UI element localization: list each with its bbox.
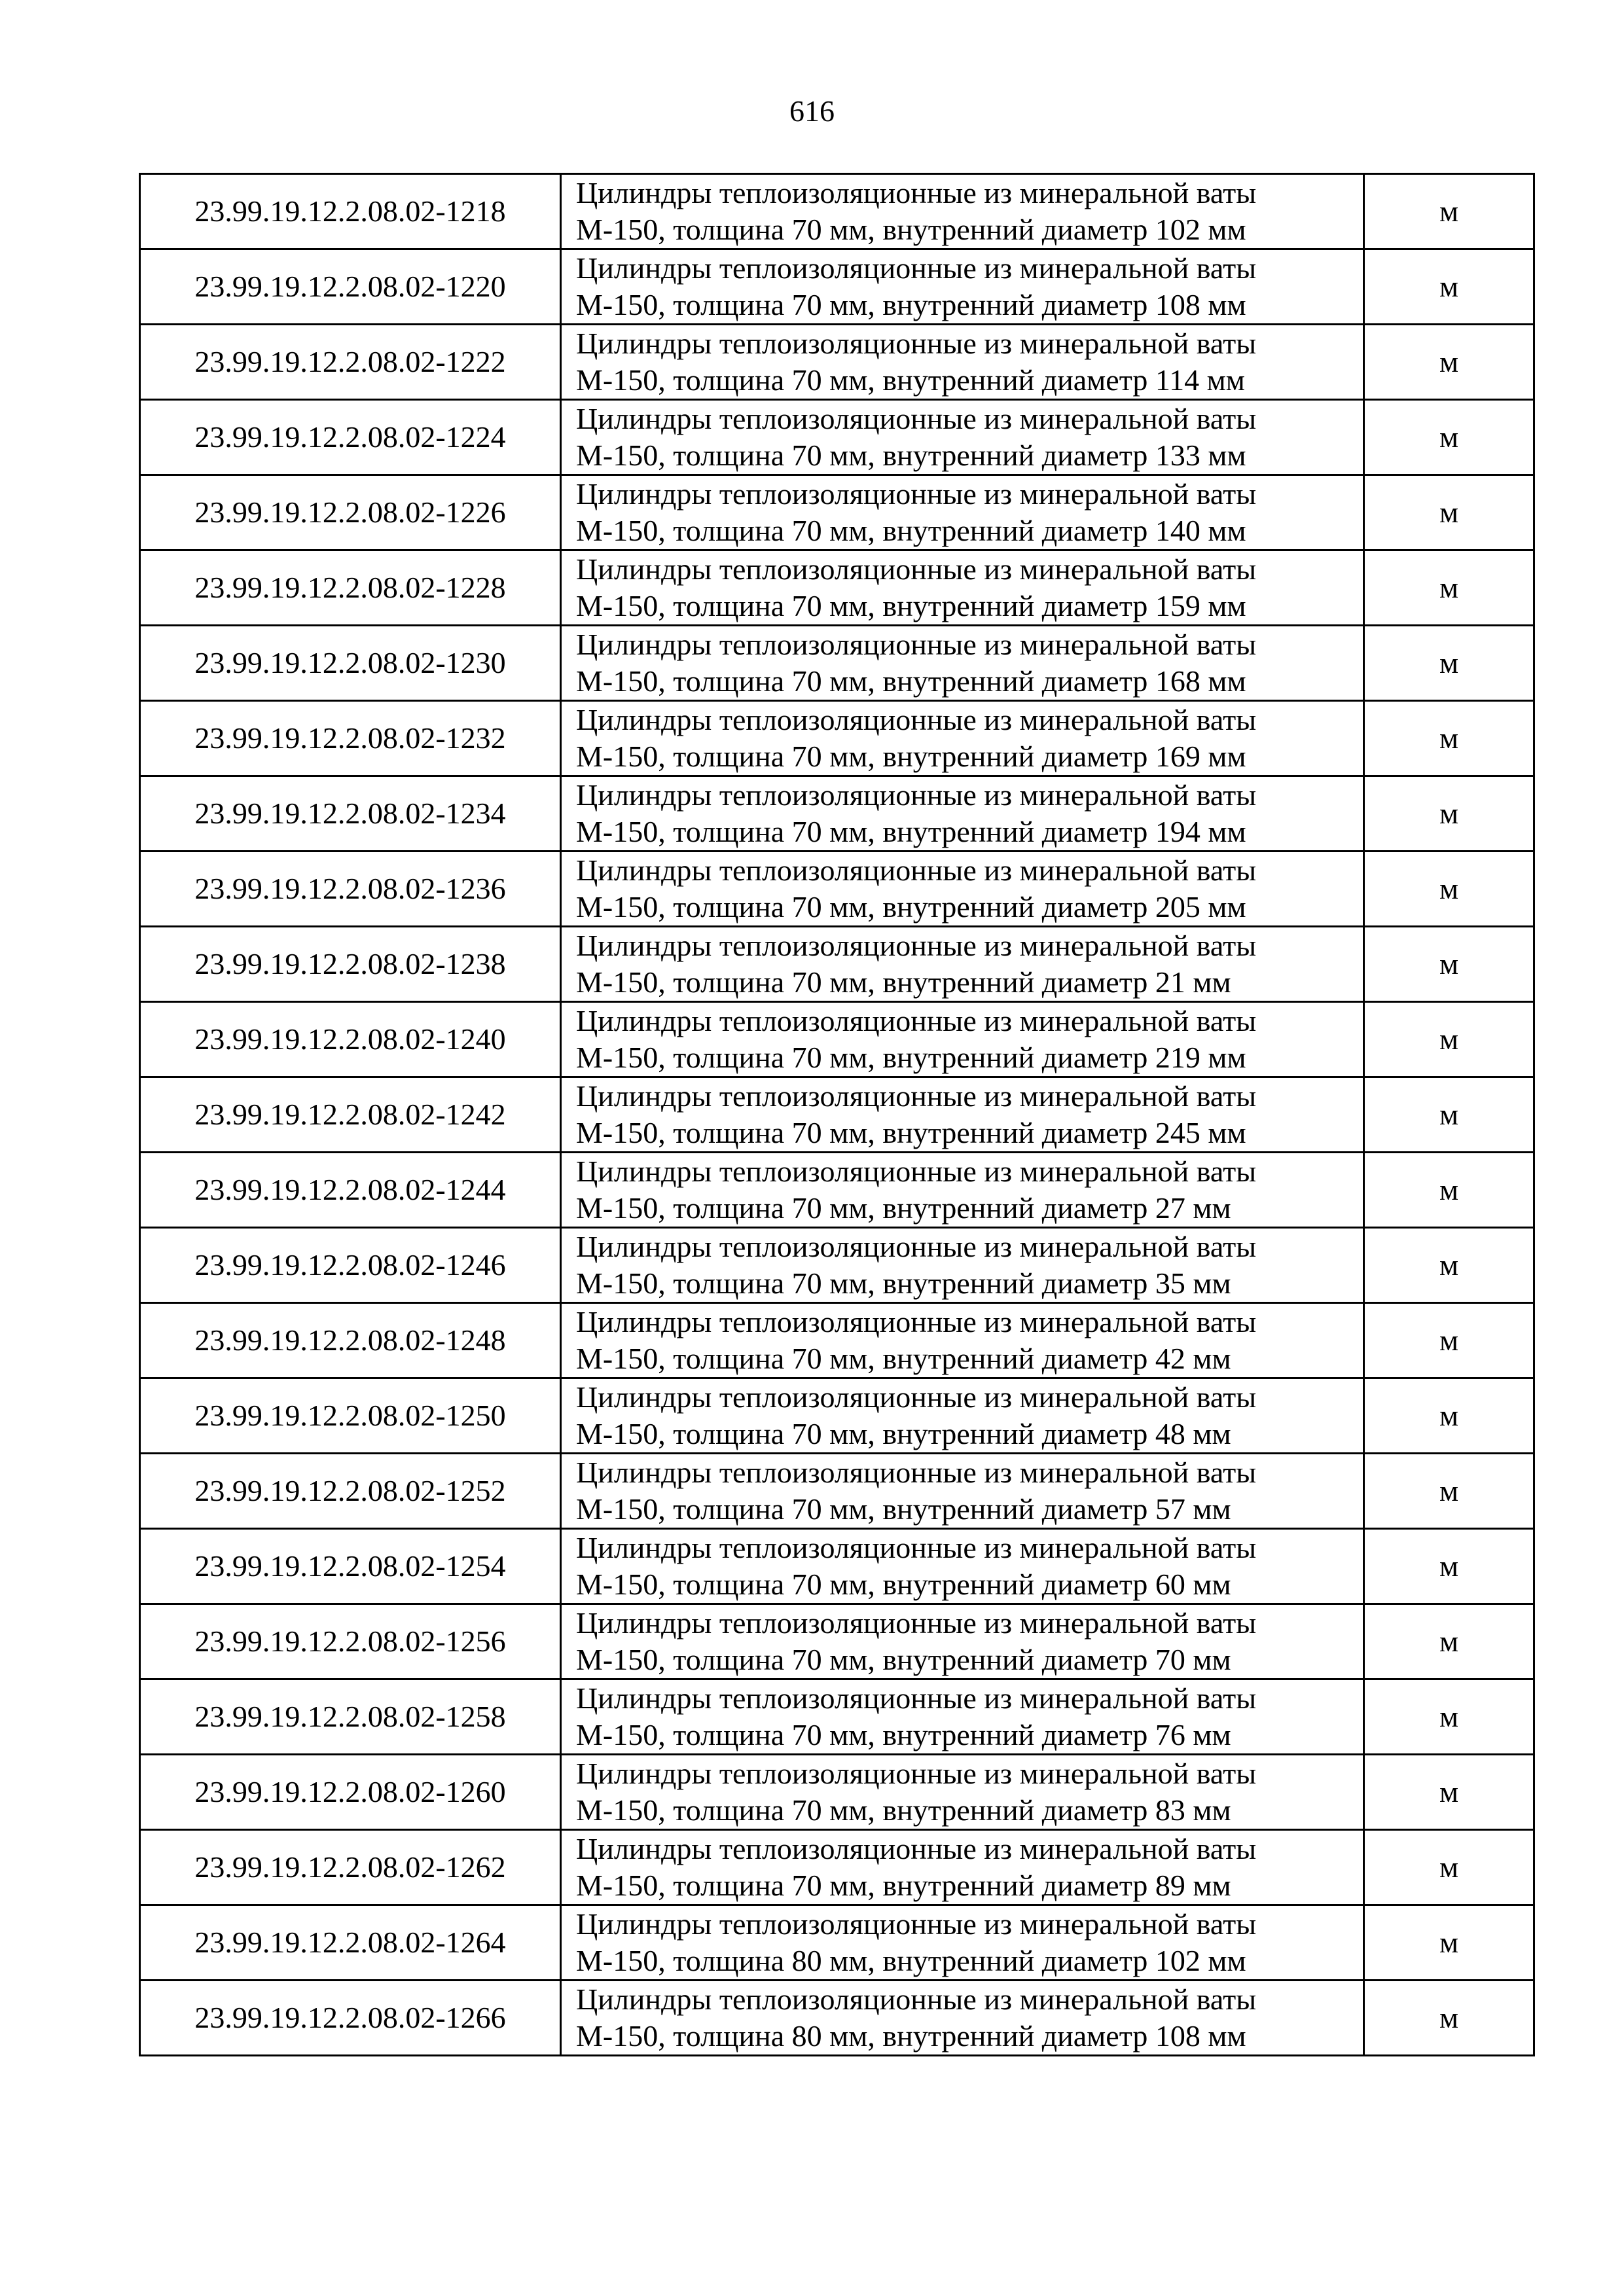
item-description-line-2: М-150, толщина 70 мм, внутренний диаметр 133 мм xyxy=(576,439,1246,472)
item-unit: м xyxy=(1364,174,1534,249)
item-description-line-2: М-150, толщина 80 мм, внутренний диаметр 108 мм xyxy=(576,2019,1246,2053)
item-description xyxy=(561,249,1364,325)
item-description-line-1: Цилиндры теплоизоляционные из минеральной ваты xyxy=(576,1531,1257,1564)
item-unit: м xyxy=(1364,1529,1534,1604)
item-description xyxy=(561,475,1364,550)
item-description xyxy=(561,701,1364,776)
item-description-line-2: М-150, толщина 70 мм, внутренний диаметр 70 мм xyxy=(576,1643,1231,1676)
item-code: 23.99.19.12.2.08.02-1266 xyxy=(140,1981,561,2056)
item-code: 23.99.19.12.2.08.02-1224 xyxy=(140,400,561,475)
item-description-line-2: М-150, толщина 70 мм, внутренний диаметр 169 мм xyxy=(576,740,1246,773)
table-row xyxy=(140,1303,1534,1378)
item-code: 23.99.19.12.2.08.02-1220 xyxy=(140,249,561,325)
item-description xyxy=(561,1679,1364,1755)
item-description-line-1: Цилиндры теплоизоляционные из минеральной ваты xyxy=(576,703,1257,736)
item-description-line-2: М-150, толщина 70 мм, внутренний диаметр 76 мм xyxy=(576,1718,1231,1751)
item-unit: м xyxy=(1364,1981,1534,2056)
item-description-line-1: Цилиндры теплоизоляционные из минеральной ваты xyxy=(576,176,1257,209)
item-unit: м xyxy=(1364,325,1534,400)
item-description-line-1: Цилиндры теплоизоляционные из минеральной ваты xyxy=(576,1456,1257,1489)
item-description-line-2: М-150, толщина 70 мм, внутренний диаметр 60 мм xyxy=(576,1568,1231,1601)
item-code: 23.99.19.12.2.08.02-1242 xyxy=(140,1077,561,1153)
items-table xyxy=(139,173,1535,2056)
item-description xyxy=(561,400,1364,475)
item-unit: м xyxy=(1364,1077,1534,1153)
table-row xyxy=(140,927,1534,1002)
table-row xyxy=(140,1830,1534,1905)
item-unit: м xyxy=(1364,400,1534,475)
item-code: 23.99.19.12.2.08.02-1258 xyxy=(140,1679,561,1755)
item-description xyxy=(561,1228,1364,1303)
item-description-line-1: Цилиндры теплоизоляционные из минеральной ваты xyxy=(576,1230,1257,1263)
item-description-line-1: Цилиндры теплоизоляционные из минеральной ваты xyxy=(576,1832,1257,1865)
item-description-line-2: М-150, толщина 70 мм, внутренний диаметр 27 мм xyxy=(576,1191,1231,1225)
item-description xyxy=(561,1077,1364,1153)
item-code: 23.99.19.12.2.08.02-1226 xyxy=(140,475,561,550)
item-description xyxy=(561,1303,1364,1378)
item-unit: м xyxy=(1364,1679,1534,1755)
item-unit: м xyxy=(1364,776,1534,852)
item-description-line-1: Цилиндры теплоизоляционные из минеральной ваты xyxy=(576,628,1257,661)
table-row xyxy=(140,1679,1534,1755)
item-unit: м xyxy=(1364,927,1534,1002)
item-unit: м xyxy=(1364,1378,1534,1454)
item-unit: м xyxy=(1364,249,1534,325)
item-description xyxy=(561,626,1364,701)
item-description-line-2: М-150, толщина 70 мм, внутренний диаметр 48 мм xyxy=(576,1417,1231,1450)
table-row xyxy=(140,475,1534,550)
item-unit: м xyxy=(1364,550,1534,626)
item-description-line-2: М-150, толщина 70 мм, внутренний диаметр 42 мм xyxy=(576,1342,1231,1375)
table-row xyxy=(140,325,1534,400)
item-description-line-2: М-150, толщина 70 мм, внутренний диаметр 102 мм xyxy=(576,213,1246,246)
item-description-line-2: М-150, толщина 70 мм, внутренний диаметр 245 мм xyxy=(576,1116,1246,1149)
item-description xyxy=(561,1905,1364,1981)
item-unit: м xyxy=(1364,626,1534,701)
item-description xyxy=(561,776,1364,852)
item-unit: м xyxy=(1364,1905,1534,1981)
item-description-line-2: М-150, толщина 80 мм, внутренний диаметр 102 мм xyxy=(576,1944,1246,1977)
item-description xyxy=(561,1830,1364,1905)
item-description-line-1: Цилиндры теплоизоляционные из минеральной ваты xyxy=(576,1079,1257,1113)
item-code: 23.99.19.12.2.08.02-1234 xyxy=(140,776,561,852)
item-unit: м xyxy=(1364,475,1534,550)
item-unit: м xyxy=(1364,1153,1534,1228)
item-description-line-2: М-150, толщина 70 мм, внутренний диаметр 219 мм xyxy=(576,1041,1246,1074)
item-description-line-1: Цилиндры теплоизоляционные из минеральной ваты xyxy=(576,1155,1257,1188)
table-row xyxy=(140,1604,1534,1679)
item-description xyxy=(561,1002,1364,1077)
item-code: 23.99.19.12.2.08.02-1240 xyxy=(140,1002,561,1077)
table-row xyxy=(140,776,1534,852)
table-row xyxy=(140,626,1534,701)
table-row xyxy=(140,1153,1534,1228)
item-unit: м xyxy=(1364,1002,1534,1077)
item-unit: м xyxy=(1364,1830,1534,1905)
item-description-line-1: Цилиндры теплоизоляционные из минеральной ваты xyxy=(576,1757,1257,1790)
item-description-line-1: Цилиндры теплоизоляционные из минеральной ваты xyxy=(576,327,1257,360)
table-row xyxy=(140,1228,1534,1303)
item-description-line-1: Цилиндры теплоизоляционные из минеральной ваты xyxy=(576,552,1257,586)
table-row xyxy=(140,249,1534,325)
item-description-line-1: Цилиндры теплоизоляционные из минеральной ваты xyxy=(576,402,1257,435)
item-unit: м xyxy=(1364,1755,1534,1830)
item-description xyxy=(561,1378,1364,1454)
table-row xyxy=(140,1981,1534,2056)
item-code: 23.99.19.12.2.08.02-1264 xyxy=(140,1905,561,1981)
item-description xyxy=(561,1981,1364,2056)
item-description-line-2: М-150, толщина 70 мм, внутренний диаметр 83 мм xyxy=(576,1793,1231,1827)
item-code: 23.99.19.12.2.08.02-1250 xyxy=(140,1378,561,1454)
item-code: 23.99.19.12.2.08.02-1254 xyxy=(140,1529,561,1604)
table-row xyxy=(140,1529,1534,1604)
table-row xyxy=(140,550,1534,626)
item-description-line-1: Цилиндры теплоизоляционные из минеральной ваты xyxy=(576,1681,1257,1715)
item-description-line-2: М-150, толщина 70 мм, внутренний диаметр 21 мм xyxy=(576,965,1231,999)
item-description xyxy=(561,174,1364,249)
item-code: 23.99.19.12.2.08.02-1260 xyxy=(140,1755,561,1830)
item-description xyxy=(561,852,1364,927)
item-description-line-1: Цилиндры теплоизоляционные из минеральной ваты xyxy=(576,929,1257,962)
item-code: 23.99.19.12.2.08.02-1262 xyxy=(140,1830,561,1905)
item-description-line-1: Цилиндры теплоизоляционные из минеральной ваты xyxy=(576,778,1257,812)
page-number: 616 xyxy=(789,94,835,128)
item-description xyxy=(561,1604,1364,1679)
item-description xyxy=(561,1755,1364,1830)
item-code: 23.99.19.12.2.08.02-1238 xyxy=(140,927,561,1002)
item-description-line-1: Цилиндры теплоизоляционные из минеральной ваты xyxy=(576,1982,1257,2016)
item-code: 23.99.19.12.2.08.02-1218 xyxy=(140,174,561,249)
item-unit: м xyxy=(1364,1228,1534,1303)
item-description-line-2: М-150, толщина 70 мм, внутренний диаметр 108 мм xyxy=(576,288,1246,321)
table-row xyxy=(140,400,1534,475)
item-code: 23.99.19.12.2.08.02-1232 xyxy=(140,701,561,776)
item-code: 23.99.19.12.2.08.02-1222 xyxy=(140,325,561,400)
item-code: 23.99.19.12.2.08.02-1248 xyxy=(140,1303,561,1378)
item-description-line-2: М-150, толщина 70 мм, внутренний диаметр 140 мм xyxy=(576,514,1246,547)
table-row xyxy=(140,1378,1534,1454)
items-table-body xyxy=(140,174,1534,2056)
item-code: 23.99.19.12.2.08.02-1230 xyxy=(140,626,561,701)
table-row xyxy=(140,1454,1534,1529)
item-description xyxy=(561,1153,1364,1228)
item-code: 23.99.19.12.2.08.02-1256 xyxy=(140,1604,561,1679)
item-description-line-1: Цилиндры теплоизоляционные из минеральной ваты xyxy=(576,853,1257,887)
item-description-line-2: М-150, толщина 70 мм, внутренний диаметр 57 мм xyxy=(576,1492,1231,1526)
table-row xyxy=(140,174,1534,249)
item-description xyxy=(561,1529,1364,1604)
item-description-line-2: М-150, толщина 70 мм, внутренний диаметр 114 мм xyxy=(576,363,1245,397)
item-description-line-1: Цилиндры теплоизоляционные из минеральной ваты xyxy=(576,1004,1257,1037)
item-description-line-2: М-150, толщина 70 мм, внутренний диаметр 194 мм xyxy=(576,815,1246,848)
item-description-line-1: Цилиндры теплоизоляционные из минеральной ваты xyxy=(576,477,1257,511)
item-description xyxy=(561,927,1364,1002)
item-description-line-1: Цилиндры теплоизоляционные из минеральной ваты xyxy=(576,1305,1257,1338)
table-row xyxy=(140,1755,1534,1830)
item-description-line-2: М-150, толщина 70 мм, внутренний диаметр 35 мм xyxy=(576,1266,1231,1300)
item-description-line-2: М-150, толщина 70 мм, внутренний диаметр 168 мм xyxy=(576,664,1246,698)
item-description-line-2: М-150, толщина 70 мм, внутренний диаметр 205 мм xyxy=(576,890,1246,924)
item-description-line-1: Цилиндры теплоизоляционные из минеральной ваты xyxy=(576,251,1257,285)
item-description xyxy=(561,550,1364,626)
item-description-line-1: Цилиндры теплоизоляционные из минеральной ваты xyxy=(576,1907,1257,1941)
item-description-line-2: М-150, толщина 70 мм, внутренний диаметр 159 мм xyxy=(576,589,1246,622)
item-code: 23.99.19.12.2.08.02-1244 xyxy=(140,1153,561,1228)
item-code: 23.99.19.12.2.08.02-1228 xyxy=(140,550,561,626)
table-row xyxy=(140,1077,1534,1153)
item-unit: м xyxy=(1364,852,1534,927)
item-unit: м xyxy=(1364,701,1534,776)
item-code: 23.99.19.12.2.08.02-1236 xyxy=(140,852,561,927)
item-description-line-1: Цилиндры теплоизоляционные из минеральной ваты xyxy=(576,1380,1257,1414)
table-row xyxy=(140,852,1534,927)
table-row xyxy=(140,1905,1534,1981)
item-code: 23.99.19.12.2.08.02-1252 xyxy=(140,1454,561,1529)
item-description xyxy=(561,325,1364,400)
item-unit: м xyxy=(1364,1454,1534,1529)
item-unit: м xyxy=(1364,1303,1534,1378)
table-row xyxy=(140,1002,1534,1077)
item-description xyxy=(561,1454,1364,1529)
item-unit: м xyxy=(1364,1604,1534,1679)
table-row xyxy=(140,701,1534,776)
item-description-line-2: М-150, толщина 70 мм, внутренний диаметр 89 мм xyxy=(576,1869,1231,1902)
item-code: 23.99.19.12.2.08.02-1246 xyxy=(140,1228,561,1303)
item-description-line-1: Цилиндры теплоизоляционные из минеральной ваты xyxy=(576,1606,1257,1640)
